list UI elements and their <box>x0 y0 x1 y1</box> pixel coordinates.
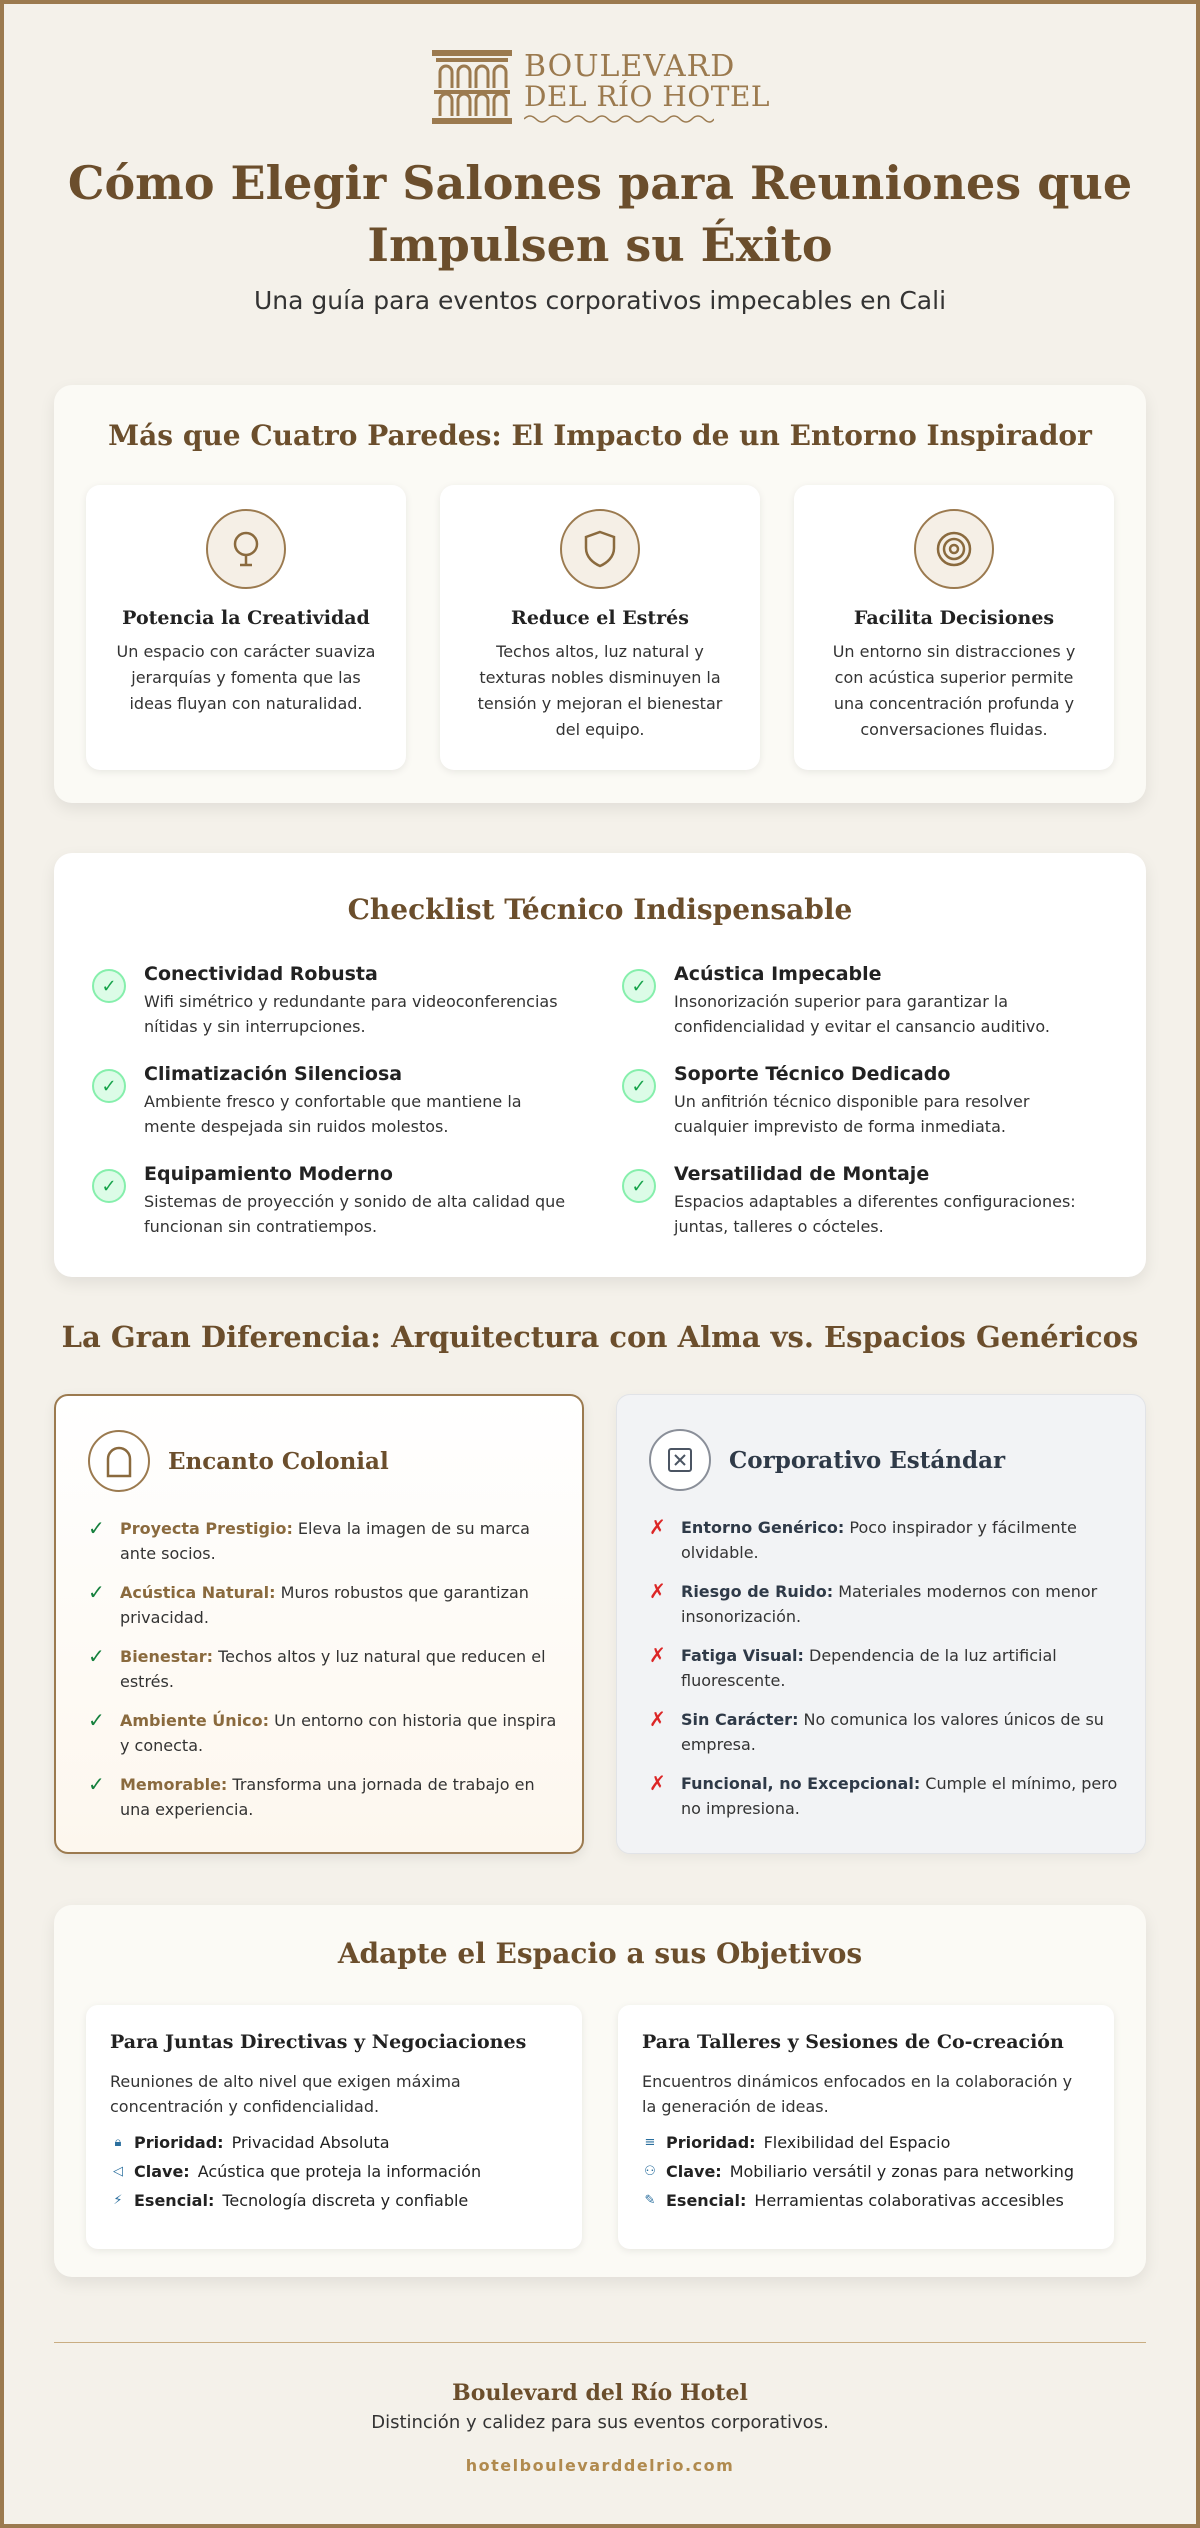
page-subtitle: Una guía para eventos corporativos impecables en Cali <box>253 286 947 315</box>
lock-icon: 🔒︎ <box>114 2135 122 2150</box>
brand-logo[interactable] <box>0 48 1200 128</box>
checklist-item <box>92 1063 572 1139</box>
feature-card-creativity <box>86 485 406 770</box>
checklist-item-title: Soporte Técnico Dedicado <box>674 1063 951 1085</box>
colonial-item: ✓ Memorable: Transforma una jornada de trabajo en una experiencia. <box>88 1772 535 1819</box>
impact-section <box>54 385 1146 803</box>
shield-icon <box>560 509 640 589</box>
adapt-section <box>54 1905 1146 2277</box>
checklist-item-title: Conectividad Robusta <box>144 963 378 985</box>
goal-row: ⚇ Clave: Mobiliario versátil y zonas para networking <box>642 2162 1090 2181</box>
checklist-item-text: Wifi simétrico y redundante para videoconferencias nítidas y sin interrupciones. <box>144 992 558 1036</box>
colonial-item: ✓ Proyecta Prestigio: Eleva la imagen de su marca ante socios. <box>88 1516 530 1563</box>
group-icon: ⚇ <box>644 2164 656 2179</box>
standard-item: ✗ Funcional, no Excepcional: Cumple el mínimo, pero no impresiona. <box>649 1771 1118 1818</box>
cross-icon: ✗ <box>649 1771 666 1795</box>
feature-title: Potencia la Creatividad <box>122 607 370 629</box>
check-icon: ✓ <box>622 969 656 1003</box>
logo-line-2: DEL RÍO HOTEL <box>524 80 770 114</box>
checklist-item-text: Ambiente fresco y confortable que mantiene la mente despejada sin ruidos molestos. <box>144 1092 522 1136</box>
checklist-item-title: Versatilidad de Montaje <box>674 1163 930 1185</box>
colonial-item: ✓ Bienestar: Techos altos y luz natural que reducen el estrés. <box>88 1644 546 1691</box>
check-icon: ✓ <box>92 1169 126 1203</box>
colonial-card <box>54 1394 584 1854</box>
checklist-item-text: Sistemas de proyección y sonido de alta calidad que funcionan sin contratiempos. <box>144 1192 566 1236</box>
goal-row: ✎ Esencial: Herramientas colaborativas accesibles <box>642 2191 1090 2210</box>
impact-title: Más que Cuatro Paredes: El Impacto de un Entorno Inspirador <box>108 419 1092 452</box>
check-icon: ✓ <box>88 1644 105 1668</box>
box-x-icon <box>649 1429 711 1491</box>
page-title: Cómo Elegir Salones para Reuniones que Impulsen su Éxito <box>67 156 1133 272</box>
goal-title: Para Juntas Directivas y Negociaciones <box>110 2031 527 2053</box>
hotel-building-icon <box>430 48 514 128</box>
checklist-item-text: Espacios adaptables a diferentes configuraciones: juntas, talleres o cócteles. <box>674 1192 1076 1236</box>
standard-item: ✗ Fatiga Visual: Dependencia de la luz artificial fluorescente. <box>649 1643 1057 1690</box>
check-icon: ✓ <box>622 1069 656 1103</box>
checklist-section <box>54 853 1146 1277</box>
arch-icon <box>88 1430 150 1492</box>
colonial-title: Encanto Colonial <box>168 1447 389 1475</box>
checklist-item-text: Insonorización superior para garantizar la confidencialidad y evitar el cansancio auditivo. <box>674 992 1050 1036</box>
colonial-item: ✓ Ambiente Único: Un entorno con historia que inspira y conecta. <box>88 1708 557 1755</box>
list-icon: ≡ <box>644 2135 656 2150</box>
standard-item: ✗ Entorno Genérico: Poco inspirador y fácilmente olvidable. <box>649 1515 1077 1562</box>
cross-icon: ✗ <box>649 1643 666 1667</box>
checklist-item-title: Acústica Impecable <box>674 963 882 985</box>
goal-row: ≡ Prioridad: Flexibilidad del Espacio <box>642 2133 1090 2152</box>
checklist-item <box>622 1063 1102 1139</box>
adapt-title: Adapte el Espacio a sus Objetivos <box>337 1937 863 1970</box>
feature-text: Un entorno sin distracciones y con acústica superior permite una concentración profunda y conversaciones fluidas. <box>832 642 1076 739</box>
cross-icon: ✗ <box>649 1579 666 1603</box>
edit-icon: ✎ <box>644 2193 656 2208</box>
checklist-item <box>622 963 1102 1039</box>
standard-item: ✗ Riesgo de Ruido: Materiales modernos con menor insonorización. <box>649 1579 1098 1626</box>
goal-text: Encuentros dinámicos enfocados en la colaboración y la generación de ideas. <box>642 2072 1073 2116</box>
goal-row: 🔒︎ Prioridad: Privacidad Absoluta <box>110 2133 558 2152</box>
checklist-title: Checklist Técnico Indispensable <box>347 893 853 926</box>
feature-title: Facilita Decisiones <box>853 607 1055 629</box>
target-icon <box>914 509 994 589</box>
checklist-item <box>92 1163 572 1239</box>
check-icon: ✓ <box>88 1516 105 1540</box>
speaker-icon: ◁ <box>113 2164 123 2179</box>
check-icon: ✓ <box>88 1580 105 1604</box>
footer-divider <box>54 2342 1146 2343</box>
check-icon: ✓ <box>92 969 126 1003</box>
check-icon: ✓ <box>92 1069 126 1103</box>
standard-item: ✗ Sin Carácter: No comunica los valores únicos de su empresa. <box>649 1707 1104 1754</box>
cross-icon: ✗ <box>649 1707 666 1731</box>
footer-tagline: Distinción y calidez para sus eventos corporativos. <box>371 2412 829 2433</box>
feature-title: Reduce el Estrés <box>511 607 689 629</box>
cross-icon: ✗ <box>649 1515 666 1539</box>
logo-line-1: BOULEVARD <box>524 48 736 84</box>
lightbulb-icon <box>206 509 286 589</box>
wave-ornament-icon <box>524 113 714 125</box>
feature-card-stress <box>440 485 760 770</box>
goal-card-boards <box>86 2005 582 2249</box>
goal-text: Reuniones de alto nivel que exigen máxima concentración y confidencialidad. <box>110 2072 461 2116</box>
footer-hotel-name: Boulevard del Río Hotel <box>452 2380 748 2406</box>
goal-row: ⚡︎ Esencial: Tecnología discreta y confiable <box>110 2191 558 2210</box>
standard-title: Corporativo Estándar <box>729 1446 1006 1474</box>
footer-website-link[interactable]: hotelboulevarddelrio.com <box>465 2456 735 2475</box>
checklist-item <box>92 963 572 1039</box>
goal-card-workshops <box>618 2005 1114 2249</box>
goal-row: ◁ Clave: Acústica que proteja la información <box>110 2162 558 2181</box>
check-icon: ✓ <box>88 1708 105 1732</box>
check-icon: ✓ <box>88 1772 105 1796</box>
standard-card <box>616 1394 1146 1854</box>
feature-text: Techos altos, luz natural y texturas nobles disminuyen la tensión y mejoran el bienestar del equipo. <box>477 642 723 739</box>
feature-text: Un espacio con carácter suaviza jerarquías y fomenta que las ideas fluyan con naturalidad. <box>116 642 376 713</box>
comparison-title: La Gran Diferencia: Arquitectura con Alma vs. Espacios Genéricos <box>61 1320 1139 1354</box>
feature-card-decisions <box>794 485 1114 770</box>
colonial-item: ✓ Acústica Natural: Muros robustos que garantizan privacidad. <box>88 1580 529 1627</box>
check-icon: ✓ <box>622 1169 656 1203</box>
checklist-item-title: Equipamiento Moderno <box>144 1163 393 1185</box>
checklist-item-title: Climatización Silenciosa <box>144 1063 403 1085</box>
goal-title: Para Talleres y Sesiones de Co-creación <box>642 2031 1064 2053</box>
checklist-item-text: Un anfitrión técnico disponible para resolver cualquier imprevisto de forma inmediata. <box>674 1092 1030 1136</box>
checklist-item <box>622 1163 1102 1239</box>
bolt-icon: ⚡︎ <box>113 2193 123 2208</box>
